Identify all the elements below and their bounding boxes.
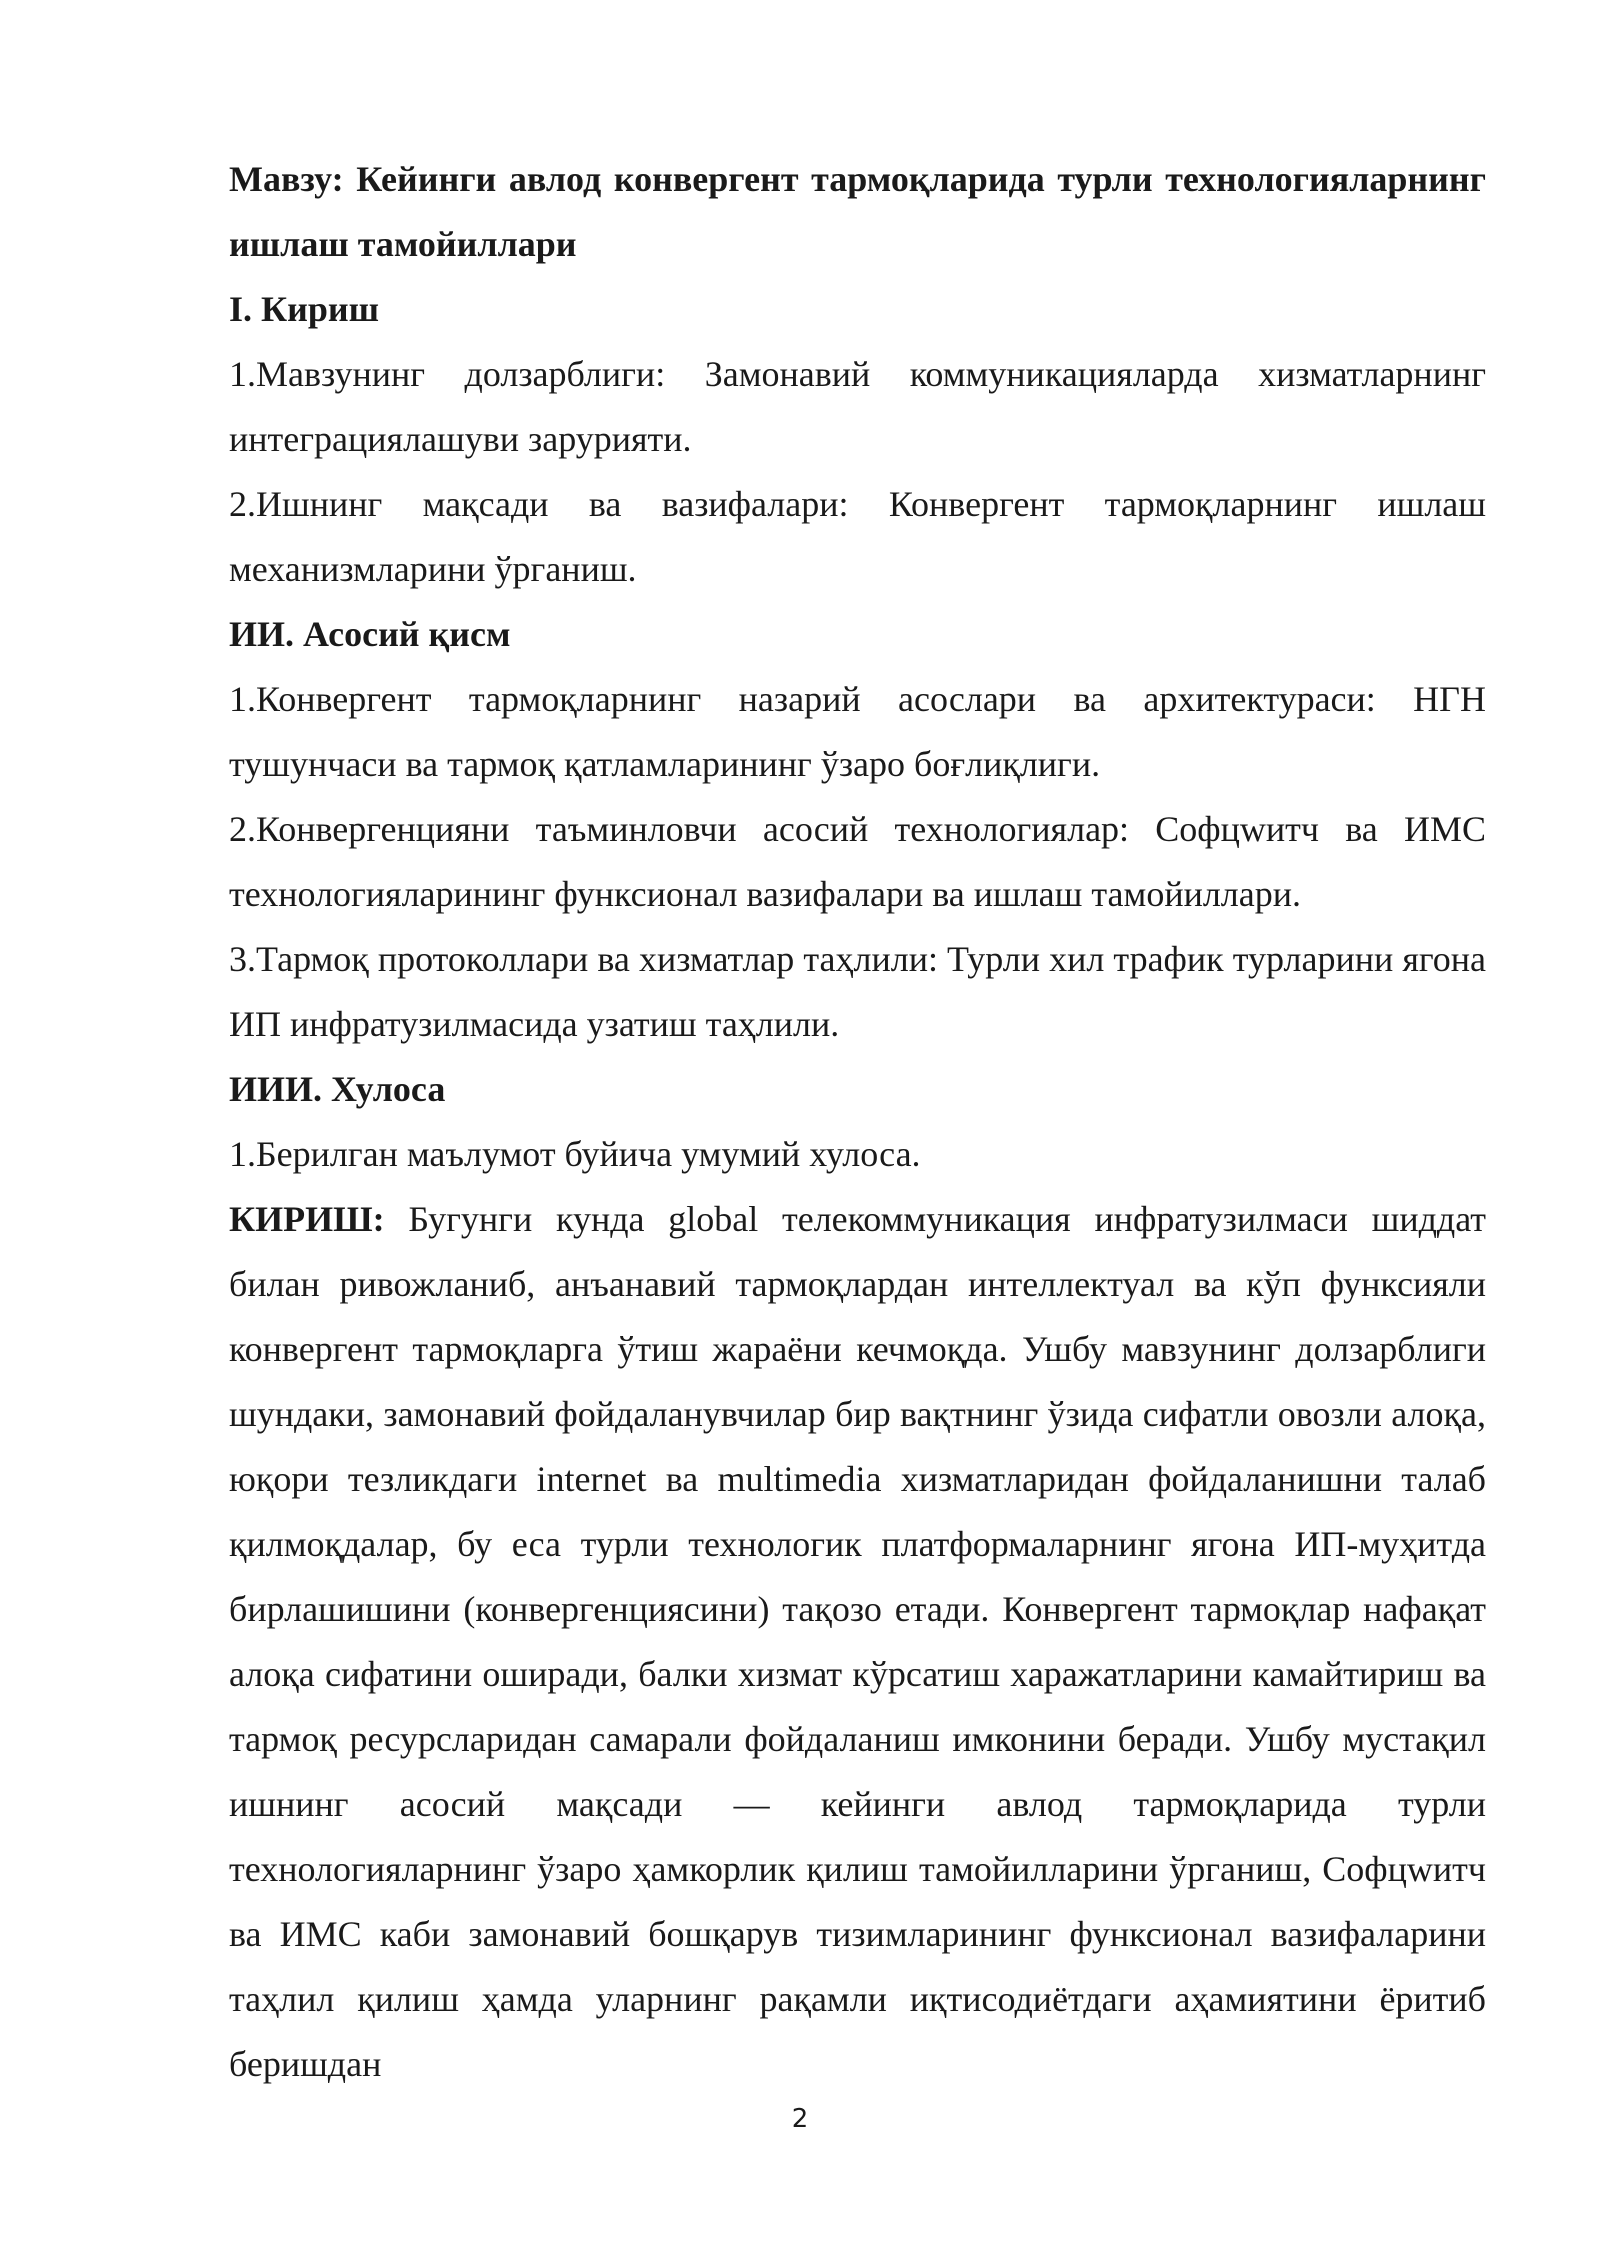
section-heading-main-part: ИИ. Асосий қисм (229, 614, 511, 654)
outline-item: 1.Берилган маълумот буйича умумий хулоса. (229, 1134, 921, 1174)
introduction-text: Бугунги кунда global телекоммуникация инфратузилмаси шиддат билан ривожланиб, анъанавий тармоқлардан интеллектуал ва кўп функсияли конвергент тармоқларга ўтиш жараёни кечмоқда. Ушбу мавзунинг долзарблиги шундаки, замонавий фойдаланувчилар бир вақтнинг ўзида сифатли овозли алоқа, юқори тезликдаги internet ва multimedia хизматларидан фойдаланишни талаб қилмоқдалар, бу еса турли технологик платформаларнинг ягона ИП-муҳитда бирлашишини (конвергенциясини) тақозо етади. Конвергент тармоқлар нафақат алоқа сифатини оширади, балки хизмат кўрсатиш харажатларини камайтириш ва тармоқ ресурсларидан самарали фойдаланиш имконини беради. Ушбу мустақил ишнинг асосий мақсади — кейинги авлод тармоқларида турли технологияларнинг ўзаро ҳамкорлик қилиш тамойилларини ўрганиш, Софцwитч ва ИМС каби замонавий бошқарув тизимларининг функсионал вазифаларини таҳлил қилиш ҳамда уларнинг рақамли иқтисодиётдаги аҳамиятини ёритиб беришдан (229, 1199, 1486, 2084)
introduction-label: КИРИШ: (229, 1199, 385, 1239)
outline-item: 2.Ишнинг мақсади ва вазифалари: Конвергент тармоқларнинг ишлаш механизмларини ўрганиш. (229, 484, 1486, 589)
outline-item: 1.Мавзунинг долзарблиги: Замонавий коммуникацияларда хизматларнинг интеграциялашуви зарурияти. (229, 354, 1486, 459)
outline-item: 1.Конвергент тармоқларнинг назарий асослари ва архитектураси: НГН тушунчаси ва тармоқ қатламларининг ўзаро боғлиқлиги. (229, 679, 1486, 784)
section-heading-introduction: I. Кириш (229, 289, 380, 329)
page-number: 2 (791, 2104, 809, 2134)
outline-item: 2.Конвергенцияни таъминловчи асосий технологиялар: Софцwитч ва ИМС технологияларининг функсионал вазифалари ва ишлаш тамойиллари. (229, 809, 1486, 914)
document-body (229, 147, 1486, 2097)
document-title: Мавзу: Кейинги авлод конвергент тармоқларида турли технологияларнинг ишлаш тамойиллари (229, 159, 1486, 264)
outline-item: 3.Тармоқ протоколлари ва хизматлар таҳлили: Турли хил трафик турларини ягона ИП инфратузилмасида узатиш таҳлили. (229, 939, 1486, 1044)
section-heading-conclusion: ИИИ. Хулоса (229, 1069, 446, 1109)
introduction-paragraph (229, 1187, 1486, 2097)
